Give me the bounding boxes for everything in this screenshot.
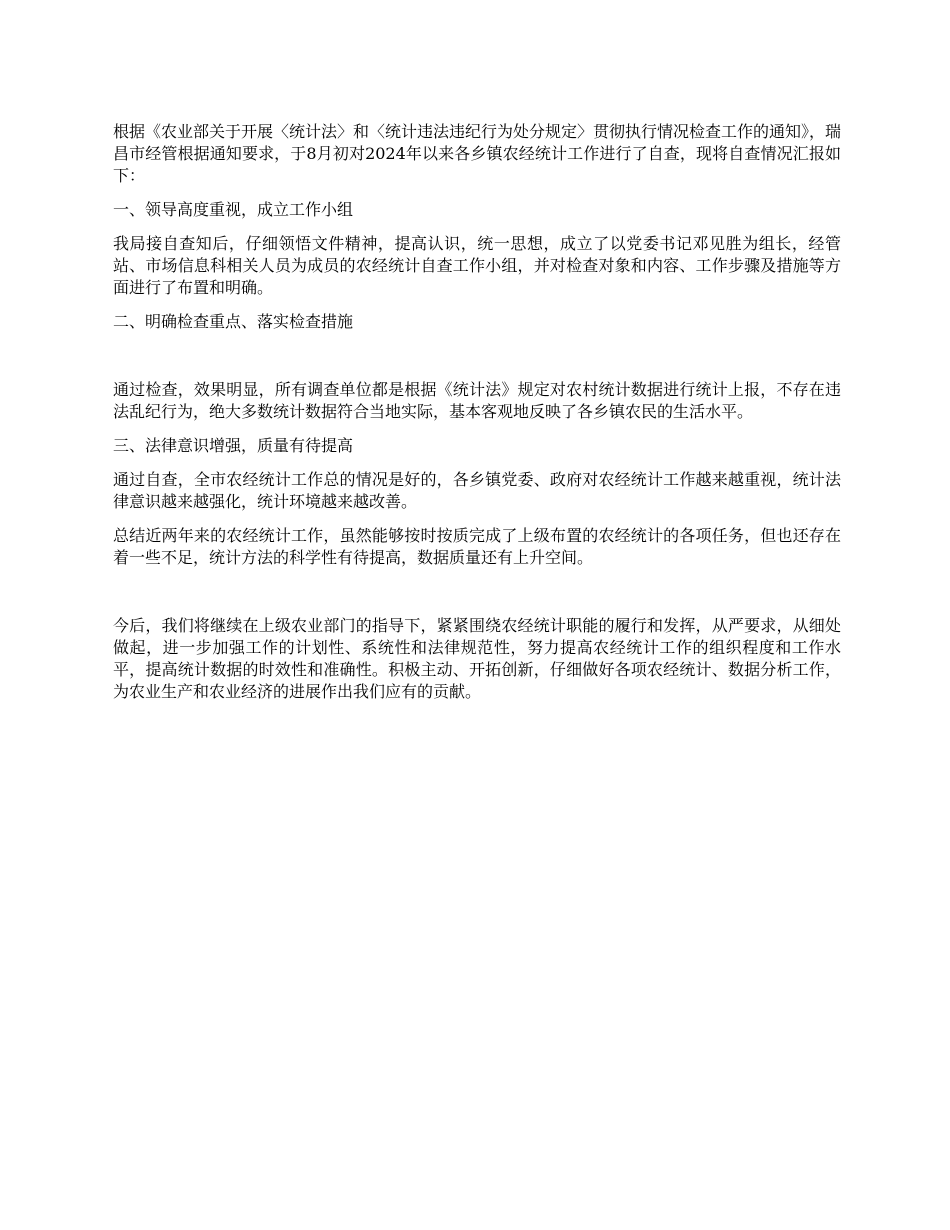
intro-paragraph: 根据《农业部关于开展〈统计法〉和〈统计违法违纪行为处分规定〉贯彻执行情况检查工作的通知》，瑞昌市经管根据通知要求，于8月初对2024年以来各乡镇农经统计工作进行了自查，现将自查情况汇报如下： [113, 122, 842, 185]
closing-paragraph: 今后，我们将继续在上级农业部门的指导下，紧紧围绕农经统计职能的履行和发挥，从严要求，从细处做起，进一步加强工作的计划性、系统性和法律规范性，努力提高农经统计工作的组织程度和工作水平，提高统计数据的时效性和准确性。积极主动、开拓创新，仔细做好各项农经统计、数据分析工作，为农业生产和农业经济的进展作出我们应有的贡献。 [113, 616, 841, 701]
section3-heading: 三、法律意识增强，质量有待提高 [113, 436, 354, 455]
section2-paragraph: 通过检查，效果明显，所有调查单位都是根据《统计法》规定对农村统计数据进行统计上报，不存在违法乱纪行为，绝大多数统计数据符合当地实际，基本客观地反映了各乡镇农民的生活水平。 [113, 380, 841, 421]
section1-paragraph: 我局接自查知后，仔细领悟文件精神，提高认识，统一思想，成立了以党委书记邓见胜为组长，经管站、市场信息科相关人员为成员的农经统计自查工作小组，并对检查对象和内容、工作步骤及措施等方面进行了布置和明确。 [113, 234, 841, 297]
section3-paragraph-2: 总结近两年来的农经统计工作，虽然能够按时按质完成了上级布置的农经统计的各项任务，但也还存在着一些不足，统计方法的科学性有待提高，数据质量还有上升空间。 [113, 526, 841, 567]
blank-space [113, 581, 841, 615]
document-page [113, 121, 841, 715]
section3-paragraph-1: 通过自查，全市农经统计工作总的情况是好的，各乡镇党委、政府对农经统计工作越来越重视，统计法律意识越来越强化，统计环境越来越改善。 [113, 470, 841, 511]
section1-heading: 一、领导高度重视，成立工作小组 [113, 200, 354, 219]
section2-heading: 二、明确检查重点、落实检查措施 [113, 312, 354, 331]
blank-space [113, 345, 841, 379]
